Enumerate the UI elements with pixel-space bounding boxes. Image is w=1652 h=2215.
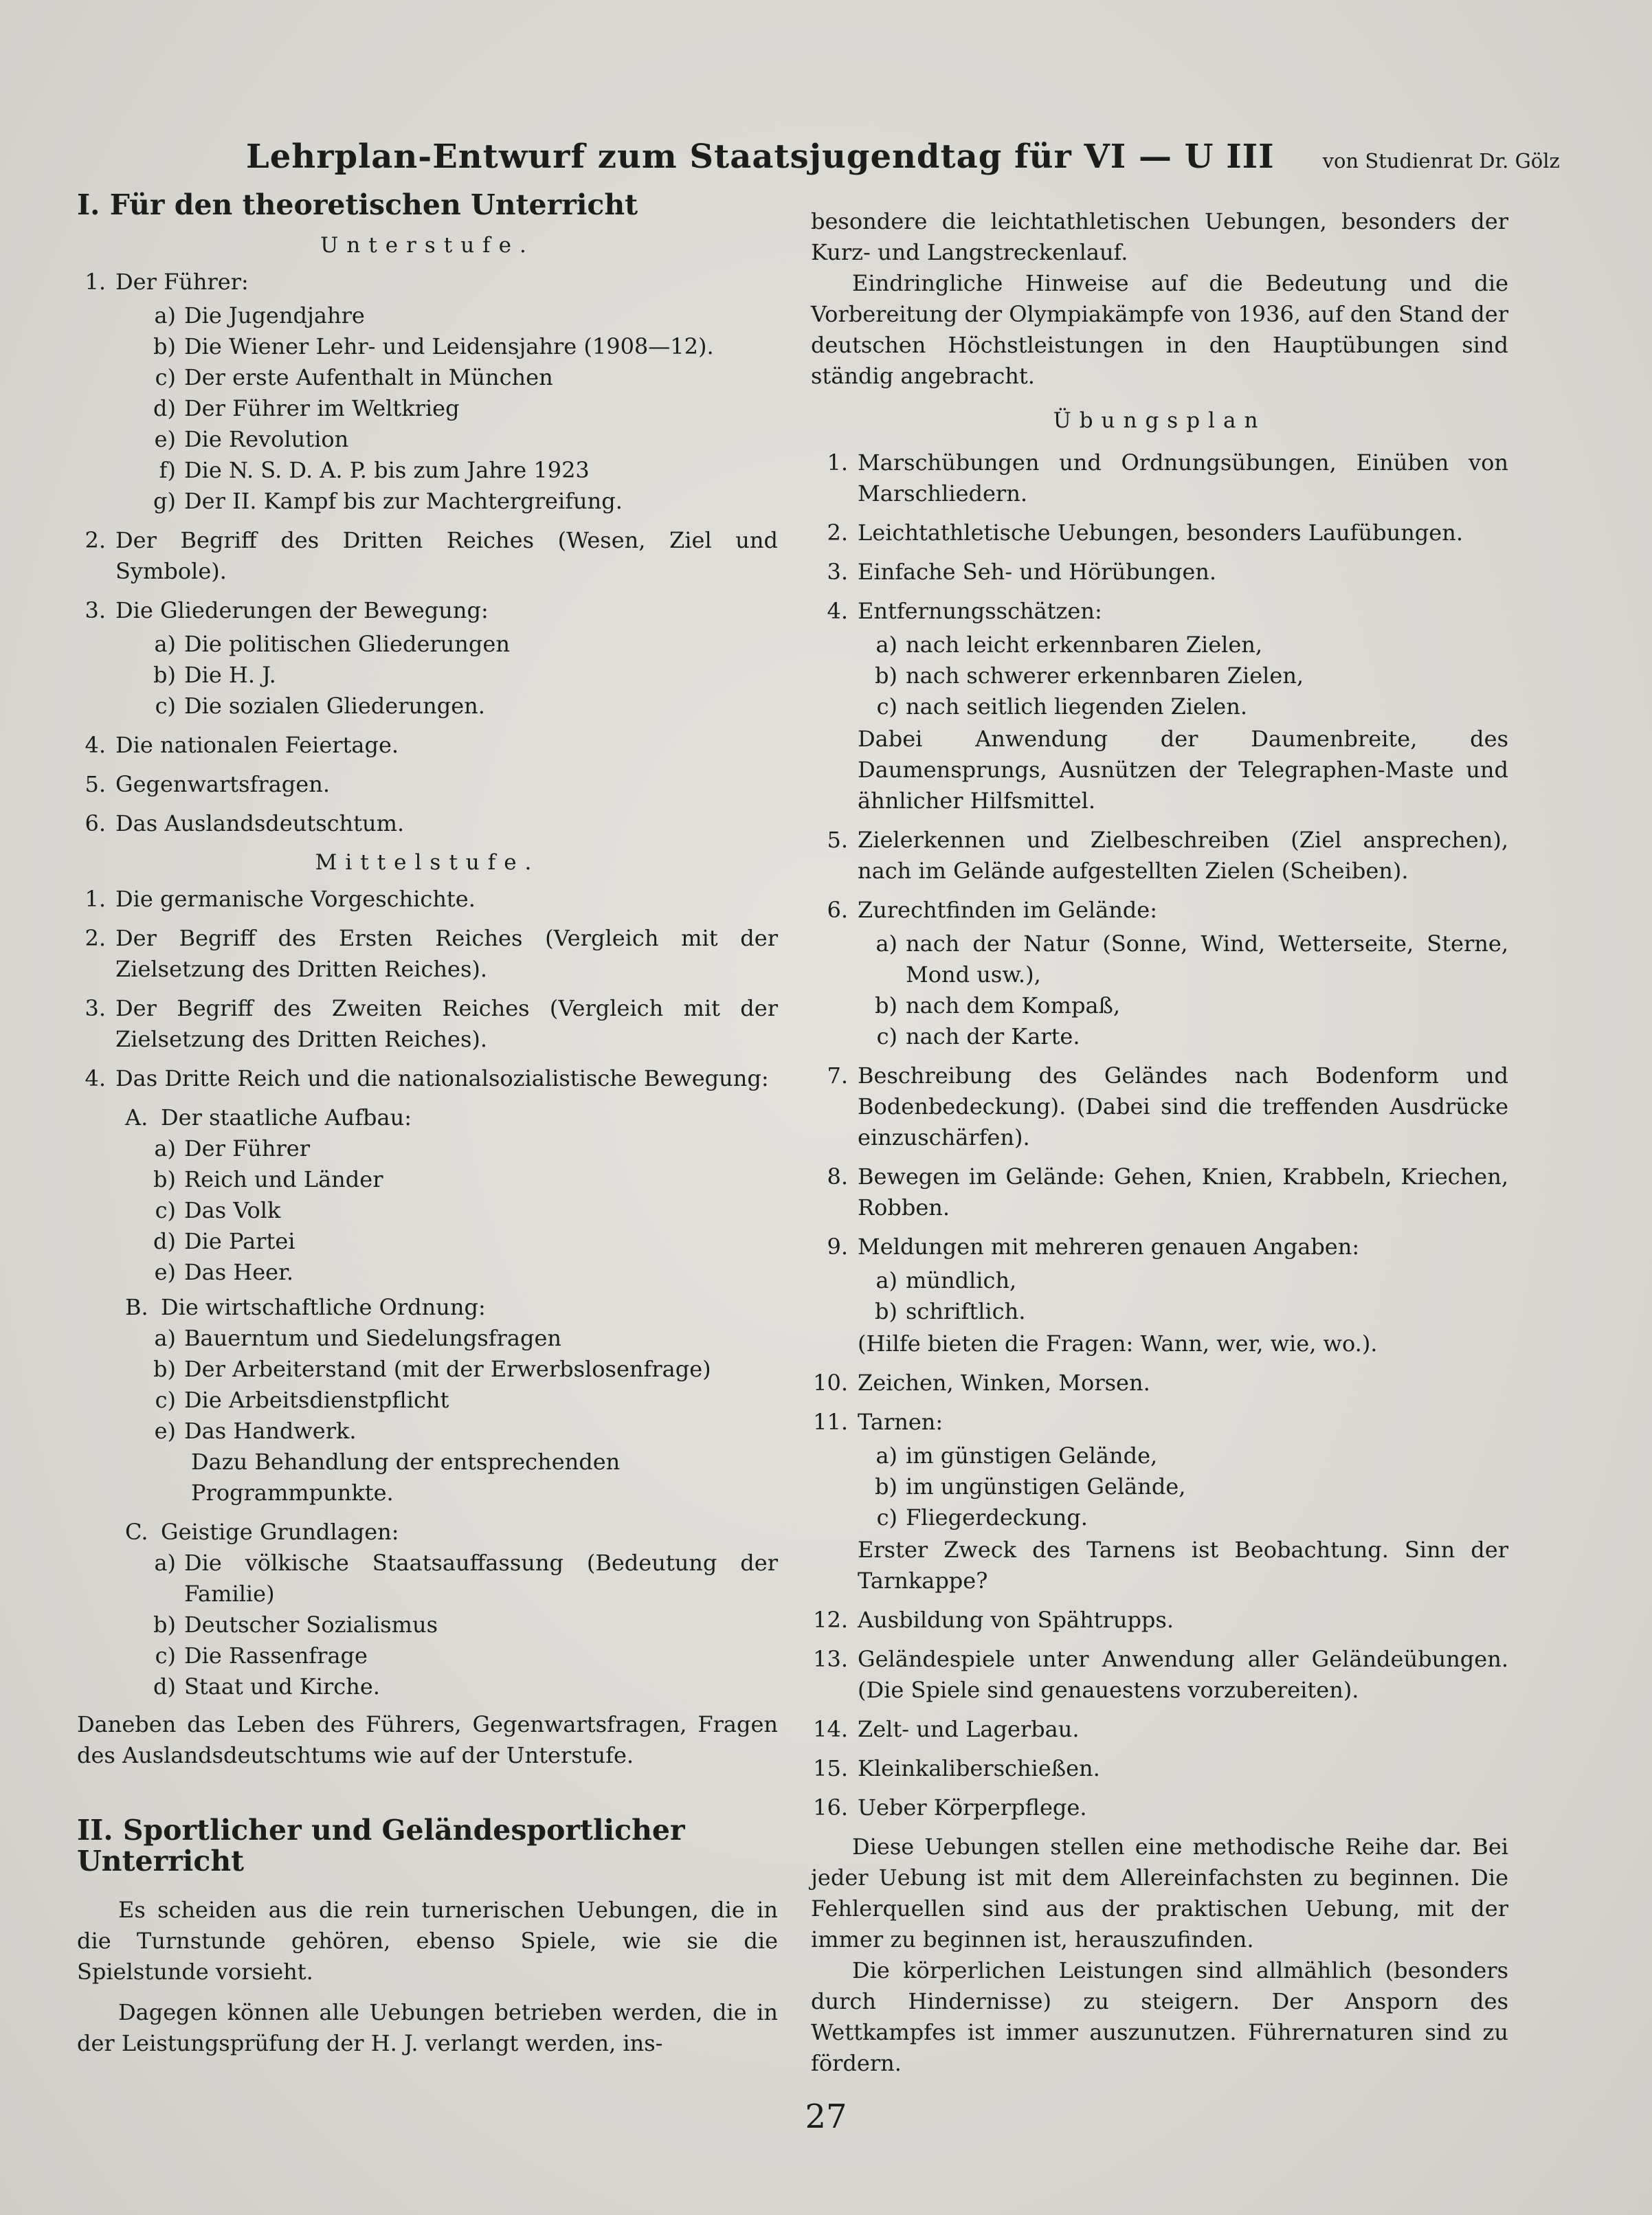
group-a-title: Der staatliche Aufbau: [161,1104,412,1131]
sub-item [146,486,778,517]
sub-item-label: a) [875,632,897,658]
sub-item-label: b) [153,1166,176,1192]
sub-item-label: d) [153,1228,176,1254]
list-item-text: Zielerkennen und Zielbeschreiben (Ziel ansprechen), nach im Gelände aufgestellten Zielen (Scheiben). [858,827,1508,884]
sub-item-text: Die H. J. [184,662,276,688]
sub-item-text: Die Arbeitsdienstpflicht [184,1387,449,1413]
sub-item-label: b) [153,333,176,359]
list-item-text: Geländespiele unter Anwendung aller Geländeübungen. (Die Spiele sind genauestens vorzubereiten). [858,1646,1508,1703]
list-item-row [77,884,778,915]
list-item-row [811,1644,1508,1706]
list-item-row [77,923,778,985]
sub-list [811,1265,1508,1327]
list-item-text: Zelt- und Lagerbau. [858,1716,1080,1742]
list-item-number: 2. [827,520,848,546]
group-c-label: C. [125,1519,148,1545]
sub-item-text: Der II. Kampf bis zur Machtergreifung. [184,488,623,514]
sub-item-label: b) [153,662,176,688]
sub-item-text: Die Revolution [184,426,349,452]
sub-item [146,660,778,691]
sub-item [867,1021,1508,1052]
list-item-text: Das Dritte Reich und die nationalsozialistische Bewegung: [115,1065,769,1091]
sub-item-label: c) [155,1643,176,1669]
list-item-row [811,1060,1508,1153]
list-item-row [811,1407,1508,1438]
sub-item-label: b) [153,1356,176,1382]
sub-item-text: Die völkische Staatsauffassung (Bedeutung der Familie) [184,1550,778,1607]
mittelstufe-list [77,884,778,1094]
sub-item-text: Der Führer im Weltkrieg [184,395,460,421]
sub-item-text: Die Wiener Lehr- und Leidensjahre (1908—12). [184,333,714,359]
list-item [811,517,1508,548]
list-item-text: Bewegen im Gelände: Gehen, Knien, Krabbeln, Kriechen, Robben. [858,1164,1508,1221]
list-item-text: Der Begriff des Zweiten Reiches (Vergleich mit der Zielsetzung des Dritten Reiches). [115,995,778,1052]
list-item-row [77,993,778,1055]
list-item-row [811,1792,1508,1823]
list-item-row [811,1753,1508,1784]
sub-item-text: Der Führer [184,1135,311,1161]
right-column [811,206,1508,2089]
list-item-text: Die nationalen Feiertage. [115,732,399,758]
list-item [811,447,1508,509]
sub-item-text: Das Heer. [184,1259,294,1285]
sub-item-label: b) [875,1473,897,1500]
closing-paragraph: Daneben das Leben des Führers, Gegenwartsfragen, Fragen des Auslandsdeutschtums wie auf der Unterstufe. [77,1711,778,1768]
group-b-title: Die wirtschaftliche Ordnung: [161,1294,486,1320]
sub-item [146,300,778,331]
sub-item [867,1296,1508,1327]
sub-item [146,1323,778,1354]
sub-item-text: Reich und Länder [184,1166,383,1192]
sub-item-label: c) [876,693,897,720]
list-item-number: 1. [85,269,106,295]
sub-item-label: d) [153,1673,176,1700]
list-item [811,1605,1508,1636]
sub-item-text: Staat und Kirche. [184,1673,380,1700]
sub-item [867,990,1508,1021]
list-item-row [811,1232,1508,1262]
list-item-number: 14. [813,1716,848,1742]
sub-list [811,1440,1508,1533]
list-item [811,1714,1508,1745]
sub-item-label: d) [153,395,176,421]
section-2-title: II. Sportlicher und Geländesportlicher Unterricht [77,1814,685,1878]
list-item-row [811,825,1508,887]
group-c-list [77,1548,778,1702]
list-item-text: Die germanische Vorgeschichte. [115,886,476,912]
list-item [811,1753,1508,1784]
list-item-text: Zeichen, Winken, Morsen. [858,1370,1150,1396]
sub-item-text: Das Handwerk. [184,1418,357,1444]
sub-item-label: c) [155,693,176,719]
sub-item-label: a) [875,1267,897,1293]
sub-item-label: a) [154,1550,176,1576]
list-item [77,993,778,1055]
list-item-number: 4. [827,598,848,624]
sub-item-label: e) [154,426,176,452]
list-item-text: Einfache Seh- und Hörübungen. [858,559,1217,585]
list-item-text: Tarnen: [858,1409,944,1435]
list-item-number: 2. [85,527,106,553]
sub-item-text: Der erste Aufenthalt in München [184,364,553,390]
list-item-text: Der Führer: [115,269,249,295]
sub-item-label: a) [875,1443,897,1469]
sub-item-label: c) [155,1387,176,1413]
list-item-number: 4. [85,732,106,758]
list-item [811,1368,1508,1399]
list-item-row [77,769,778,800]
sub-item-text: Fliegerdeckung. [906,1504,1088,1531]
list-item-row [811,596,1508,627]
list-item-text: Marschübungen und Ordnungsübungen, Einüben von Marschliedern. [858,449,1508,507]
list-item [811,1161,1508,1223]
sub-item-label: f) [159,457,176,483]
closing-paragraph-2: Die körperlichen Leistungen sind allmählich (besonders durch Hindernisse) zu steigern. Der Ansporn des Wettkampfes ist immer auszunutzen. Führernaturen sind zu fördern. [811,1957,1508,2076]
list-item-text: Meldungen mit mehreren genauen Angaben: [858,1234,1360,1260]
sub-item-text: nach dem Kompaß, [906,992,1121,1019]
list-item [811,596,1508,816]
sub-item-label: a) [154,631,176,657]
sub-item [867,1471,1508,1502]
list-item [77,808,778,839]
sub-item [867,691,1508,722]
sub-item [146,691,778,722]
continuation-paragraph: besondere die leichtathletischen Uebungen, besonders der Kurz- und Langstreckenlauf. [811,208,1508,265]
section-2-paragraph-1: Es scheiden aus die rein turnerischen Uebungen, die in die Turnstunde gehören, ebenso Spiele, wie sie die Spielstunde vorsieht. [77,1897,778,1985]
list-item [811,1792,1508,1823]
sub-item [146,1416,778,1447]
list-item-number: 5. [827,827,848,853]
list-item [77,1063,778,1094]
group-b-label: B. [125,1294,148,1320]
sub-item [146,362,778,393]
list-item-text: Entfernungsschätzen: [858,598,1102,624]
sub-item-label: b) [875,663,897,689]
list-item [811,1407,1508,1596]
list-item-number: 15. [813,1755,848,1781]
list-item-note: (Hilfe bieten die Fragen: Wann, wer, wie, wo.). [858,1331,1378,1357]
list-item-number: 16. [813,1794,848,1821]
group-b-list [77,1323,778,1447]
list-item [811,1060,1508,1153]
list-item-number: 6. [827,897,848,923]
list-item-row [811,1161,1508,1223]
section-2-paragraph-2: Dagegen können alle Uebungen betrieben werden, die in der Leistungsprüfung der H. J. verlangt werden, ins- [77,1999,778,2056]
list-item [77,769,778,800]
sub-item-text: nach leicht erkennbaren Zielen, [906,632,1263,658]
sub-item-label: c) [155,1197,176,1223]
sub-item [867,1265,1508,1296]
sub-item-label: e) [154,1259,176,1285]
list-item-row [77,525,778,587]
sub-item-label: e) [154,1418,176,1444]
section-1-title: I. Für den theoretischen Unterricht [77,188,638,221]
list-item-number: 1. [85,886,106,912]
list-item-number: 3. [85,995,106,1021]
sub-list [77,629,778,722]
list-item [811,1232,1508,1359]
sub-item [146,1640,778,1671]
sub-item [146,629,778,660]
sub-item-text: Die sozialen Gliederungen. [184,693,485,719]
group-c-title: Geistige Grundlagen: [161,1519,399,1545]
page-number: 27 [805,2097,847,2136]
uebungsplan-list [811,447,1508,1823]
list-item-note: Erster Zweck des Tarnens ist Beobachtung. Sinn der Tarnkappe? [858,1537,1508,1594]
sub-item [867,630,1508,660]
sub-item-text: nach seitlich liegenden Zielen. [906,693,1248,720]
list-item-row [811,1605,1508,1636]
sub-item-text: Die politischen Gliederungen [184,631,510,657]
list-item [811,557,1508,588]
list-item-number: 3. [827,559,848,585]
list-item-text: Zurechtfinden im Gelände: [858,897,1157,923]
group-b-heading [125,1292,778,1323]
list-item-number: 6. [85,810,106,836]
list-item-number: 7. [827,1062,848,1089]
list-item-text: Das Auslandsdeutschtum. [115,810,405,836]
sub-item-label: a) [875,931,897,957]
list-item-number: 9. [827,1234,848,1260]
sub-item-text: Die Rassenfrage [184,1643,368,1669]
sub-item-text: mündlich, [906,1267,1017,1293]
list-item-text: Der Begriff des Ersten Reiches (Vergleich mit der Zielsetzung des Dritten Reiches). [115,925,778,982]
list-item-text: Kleinkaliberschießen. [858,1755,1100,1781]
group-a-heading [125,1102,778,1133]
olympia-paragraph: Eindringliche Hinweise auf die Bedeutung und die Vorbereitung der Olympiakämpfe von 1936, auf den Stand der deutschen Höchstleistungen in den Hauptübungen sind ständig angebracht. [811,270,1508,389]
list-item [77,595,778,722]
group-c-heading [125,1517,778,1548]
sub-item-text: nach schwerer erkennbaren Zielen, [906,663,1304,689]
sub-item-text: im ungünstigen Gelände, [906,1473,1186,1500]
sub-item-text: Bauerntum und Siedelungsfragen [184,1325,562,1351]
document-title: Lehrplan-Entwurf zum Staatsjugendtag für VI — U III [246,137,1275,176]
unterstufe-heading: Unterstufe. [320,233,535,258]
group-b-note: Dazu Behandlung der entsprechenden Programmpunkte. [191,1449,621,1506]
sub-item [146,1226,778,1257]
sub-item [146,393,778,424]
sub-item-text: nach der Karte. [906,1023,1080,1049]
sub-item-text: Die Jugendjahre [184,302,365,329]
sub-item [146,1385,778,1416]
sub-item-text: Die Partei [184,1228,295,1254]
sub-item-text: Das Volk [184,1197,281,1223]
page-header [246,137,1560,176]
list-item-number: 1. [827,449,848,476]
sub-item [146,1354,778,1385]
list-item-row [77,1063,778,1094]
list-item-number: 2. [85,925,106,951]
sub-item-text: Der Arbeiterstand (mit der Erwerbslosenfrage) [184,1356,711,1382]
author-line: von Studienrat Dr. Gölz [1322,149,1560,172]
list-item-row [811,1368,1508,1399]
list-item-number: 12. [813,1607,848,1633]
list-item-number: 8. [827,1164,848,1190]
sub-item-text: im günstigen Gelände, [906,1443,1158,1469]
sub-item-text: schriftlich. [906,1298,1026,1324]
sub-item [867,928,1508,990]
list-item-number: 11. [813,1409,848,1435]
list-item-row [77,267,778,298]
sub-item [146,1195,778,1226]
list-item-row [811,447,1508,509]
list-item-text: Leichtathletische Uebungen, besonders Laufübungen. [858,520,1463,546]
left-column [77,190,778,2069]
list-item-number: 4. [85,1065,106,1091]
sub-item-label: b) [875,1298,897,1324]
sub-item-label: b) [153,1612,176,1638]
sub-item [867,1502,1508,1533]
uebungsplan-heading: Übungsplan [1053,408,1266,433]
list-item [77,923,778,985]
list-item-text: Die Gliederungen der Bewegung: [115,597,489,623]
list-item-text: Ueber Körperpflege. [858,1794,1087,1821]
sub-item [146,424,778,455]
sub-item [146,1164,778,1195]
sub-item-label: c) [876,1504,897,1531]
sub-item-label: b) [875,992,897,1019]
sub-item-label: g) [153,488,176,514]
list-item-number: 13. [813,1646,848,1672]
unterstufe-list [77,267,778,839]
list-item-number: 3. [85,597,106,623]
sub-item [146,331,778,362]
sub-item [146,1257,778,1288]
sub-item-text: Deutscher Sozialismus [184,1612,438,1638]
list-item [77,884,778,915]
sub-item-label: c) [876,1023,897,1049]
list-item-note: Dabei Anwendung der Daumenbreite, des Daumensprungs, Ausnützen der Telegraphen-Maste und ähnlicher Hilfsmittel. [858,726,1508,814]
sub-list [77,300,778,517]
mittelstufe-heading: Mittelstufe. [315,850,540,875]
sub-item [146,1548,778,1610]
sub-item-label: a) [154,1135,176,1161]
list-item [77,730,778,761]
closing-paragraph-1: Diese Uebungen stellen eine methodische Reihe dar. Bei jeder Uebung ist mit dem Allereinfachsten zu beginnen. Die Fehlerquellen sind aus der praktischen Uebung, mit der immer zu beginnen ist, herauszufinden. [811,1834,1508,1952]
list-item-number: 5. [85,771,106,797]
group-a-label: A. [125,1104,148,1131]
sub-item [867,660,1508,691]
sub-list [811,630,1508,722]
sub-item [146,1610,778,1640]
sub-item-label: a) [154,1325,176,1351]
list-item-text: Beschreibung des Geländes nach Bodenform und Bodenbedeckung). (Dabei sind die treffenden Ausdrücke einzuschärfen). [858,1062,1508,1150]
list-item [811,895,1508,1052]
sub-item [146,455,778,486]
sub-item [146,1133,778,1164]
list-item-text: Ausbildung von Spähtrupps. [858,1607,1174,1633]
list-item [811,825,1508,887]
list-item-row [811,557,1508,588]
sub-item-label: a) [154,302,176,329]
sub-list [811,928,1508,1052]
sub-item-label: c) [155,364,176,390]
sub-item [867,1440,1508,1471]
list-item-row [77,595,778,626]
list-item [77,267,778,517]
list-item-row [811,1714,1508,1745]
sub-item-text: nach der Natur (Sonne, Wind, Wetterseite, Sterne, Mond usw.), [906,931,1508,988]
sub-item-text: Die N. S. D. A. P. bis zum Jahre 1923 [184,457,590,483]
list-item-row [77,730,778,761]
list-item-text: Gegenwartsfragen. [115,771,330,797]
group-a-list [77,1133,778,1288]
list-item-row [77,808,778,839]
list-item-row [811,895,1508,926]
sub-item [146,1671,778,1702]
list-item [811,1644,1508,1706]
list-item [77,525,778,587]
list-item-text: Der Begriff des Dritten Reiches (Wesen, Ziel und Symbole). [115,527,778,584]
list-item-number: 10. [813,1370,848,1396]
list-item-row [811,517,1508,548]
